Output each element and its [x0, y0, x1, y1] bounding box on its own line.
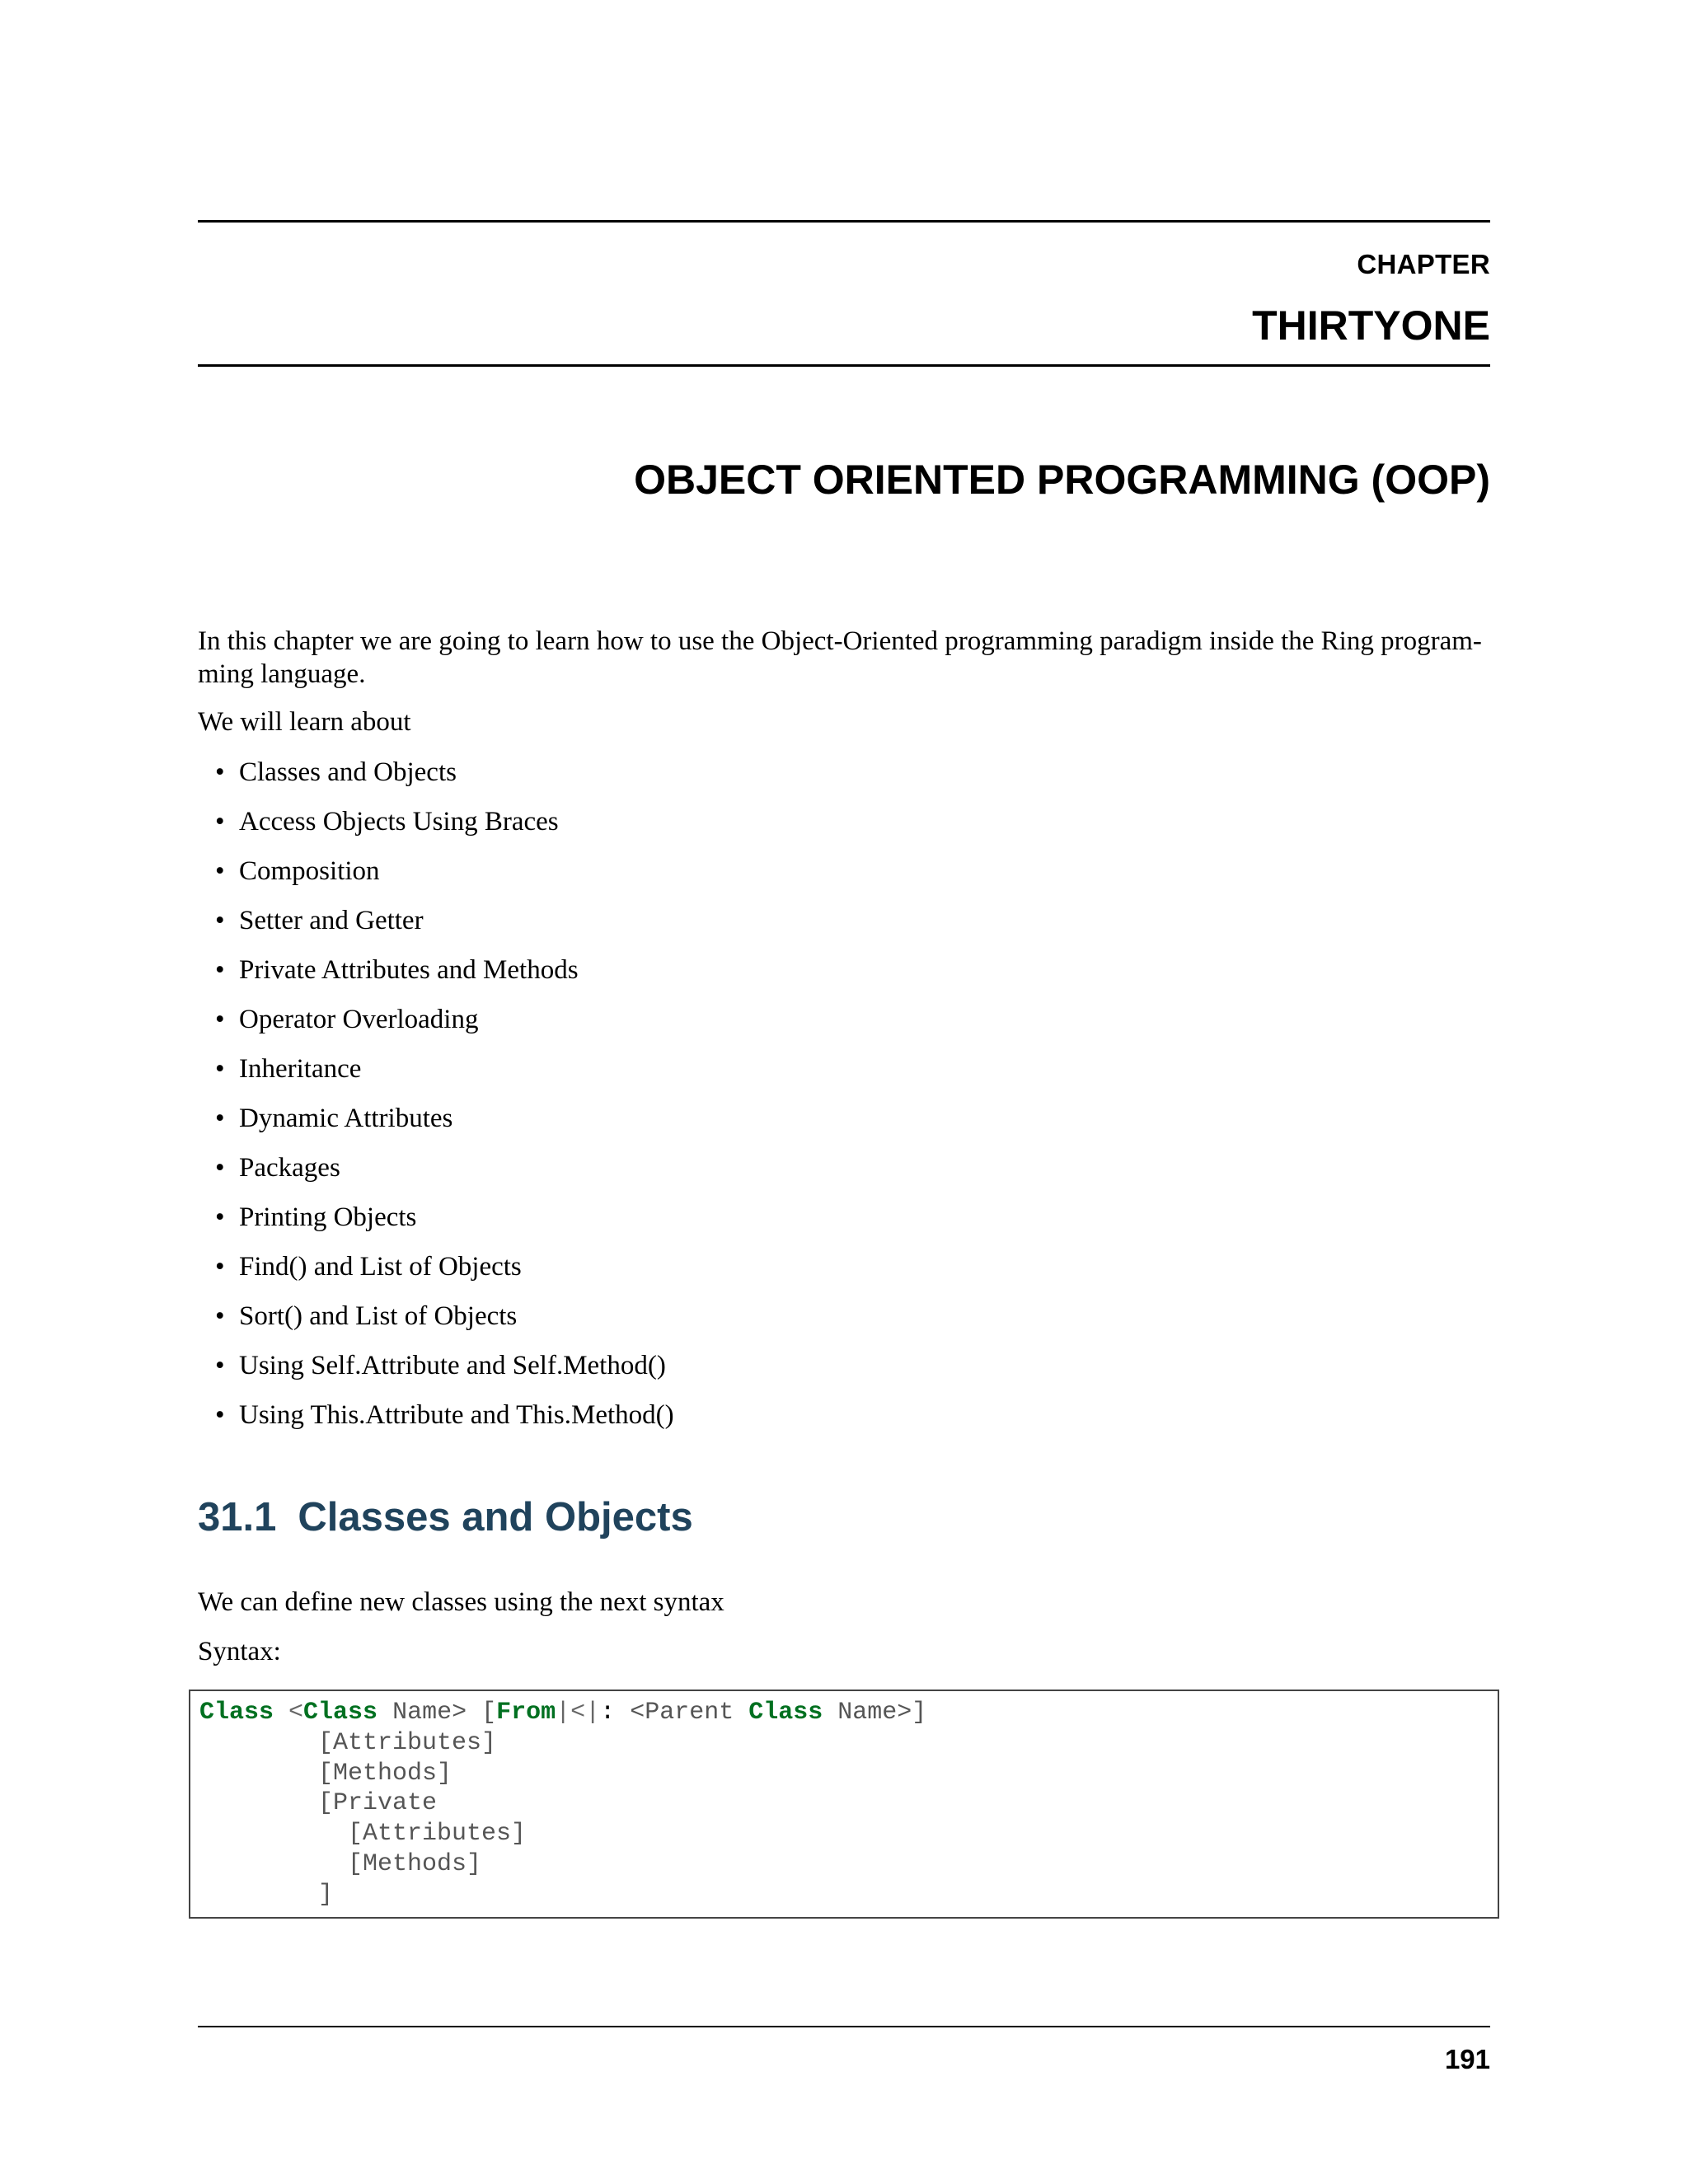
- section-text: We can define new classes using the next syntax: [198, 1587, 724, 1617]
- topic-list: [215, 756, 674, 1448]
- page-number: 191: [1444, 2044, 1490, 2074]
- list-item: • Access Objects Using Braces: [215, 807, 559, 837]
- list-item: • Classes and Objects: [215, 757, 457, 787]
- code-text: Class <Class Name> [From|<|: <Parent Class Name>] [Attributes] [Methods] [Private [Attributes] [Methods] ]: [199, 1699, 927, 1909]
- list-item: • Setter and Getter: [215, 906, 424, 935]
- bullet-icon: •: [215, 1351, 225, 1380]
- bullet-icon: •: [215, 1104, 225, 1133]
- intro-paragraph: [198, 625, 1490, 691]
- section-heading: [198, 1494, 693, 1540]
- list-item: • Using Self.Attribute and Self.Method(): [215, 1351, 666, 1380]
- list-item: • Packages: [215, 1153, 340, 1183]
- chapter-number: THIRTYONE: [1252, 302, 1490, 349]
- bullet-icon: •: [215, 1202, 225, 1232]
- list-item: • Inheritance: [215, 1054, 362, 1084]
- list-item: • Dynamic Attributes: [215, 1104, 453, 1133]
- intro-text-line2: ming language.: [198, 659, 366, 689]
- list-item: • Private Attributes and Methods: [215, 955, 579, 985]
- header-top-rule: [198, 220, 1490, 223]
- list-item: • Operator Overloading: [215, 1005, 479, 1034]
- list-item: • Find() and List of Objects: [215, 1252, 522, 1282]
- header-bottom-rule: [198, 364, 1490, 367]
- footer-rule: [198, 2026, 1490, 2027]
- list-item: • Printing Objects: [215, 1202, 417, 1232]
- bullet-icon: •: [215, 1301, 225, 1331]
- bullet-icon: •: [215, 1400, 225, 1430]
- bullet-icon: •: [215, 807, 225, 837]
- syntax-label: Syntax:: [198, 1637, 281, 1666]
- chapter-label: CHAPTER: [1357, 249, 1490, 279]
- section-number: 31.1: [198, 1495, 277, 1540]
- list-item: • Using This.Attribute and This.Method(): [215, 1400, 674, 1430]
- bullet-icon: •: [215, 1005, 225, 1034]
- bullet-icon: •: [215, 757, 225, 787]
- intro-text-line1: In this chapter we are going to learn how to use the Object-Oriented programming paradigm inside the Ring program-: [198, 626, 1482, 656]
- bullet-icon: •: [215, 906, 225, 935]
- bullet-icon: •: [215, 1153, 225, 1183]
- bullet-icon: •: [215, 1252, 225, 1282]
- list-item: • Composition: [215, 856, 380, 886]
- code-block: [189, 1690, 1499, 1919]
- bullet-icon: •: [215, 856, 225, 886]
- bullet-icon: •: [215, 955, 225, 985]
- intro-lead: We will learn about: [198, 707, 411, 737]
- chapter-title: OBJECT ORIENTED PROGRAMMING (OOP): [634, 457, 1490, 503]
- list-item: • Sort() and List of Objects: [215, 1301, 518, 1331]
- section-title: Classes and Objects: [298, 1495, 693, 1540]
- bullet-icon: •: [215, 1054, 225, 1084]
